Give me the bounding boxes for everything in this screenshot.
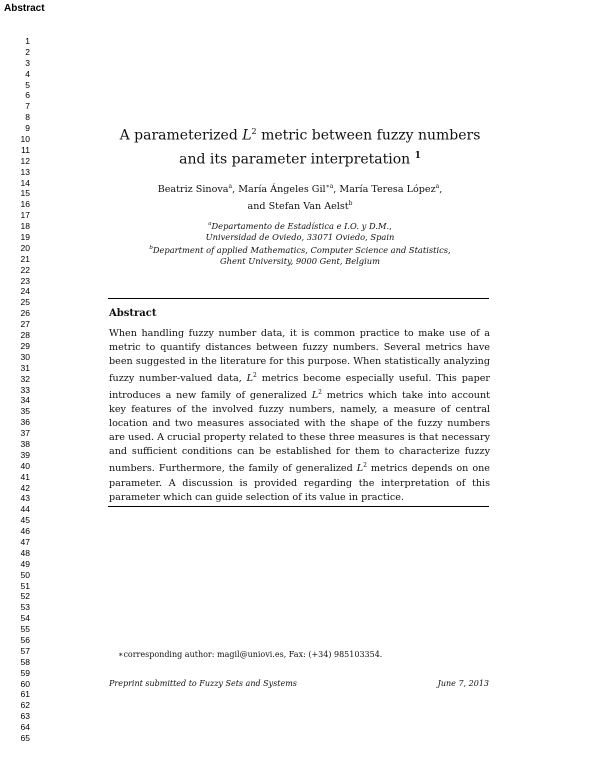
line-number: 57 (20, 645, 30, 656)
abstract-sup-2: 2 (318, 389, 322, 397)
author-3: María Teresa López (339, 184, 436, 196)
line-number: 24 (20, 286, 30, 297)
line-number: 58 (20, 656, 30, 667)
line-number: 61 (20, 689, 30, 700)
title-line2: and its parameter interpretation (179, 151, 411, 168)
line-number: 9 (25, 123, 30, 134)
line-number: 36 (20, 417, 30, 428)
line-number: 60 (20, 678, 30, 689)
line-number: 26 (20, 308, 30, 319)
author-4-affil: b (348, 200, 353, 208)
line-number: 25 (20, 297, 30, 308)
abstract-sup-1: 2 (253, 372, 257, 379)
line-number: 3 (25, 57, 30, 68)
line-number: 37 (20, 428, 30, 439)
line-number: 10 (20, 134, 30, 145)
affiliations (108, 219, 492, 267)
line-number: 45 (20, 515, 30, 526)
line-number: 40 (20, 460, 30, 471)
affil-b-line1: Department of applied Mathematics, Computer Science and Statistics, (152, 244, 451, 255)
line-number: 28 (20, 330, 30, 341)
line-number: 32 (20, 373, 30, 384)
abstract-L-2: L (311, 390, 319, 402)
line-number: 33 (20, 384, 30, 395)
title-footnote-ref: 1 (414, 150, 421, 161)
author-1-affil: a (228, 183, 233, 190)
line-number: 12 (20, 155, 30, 166)
abstract-text-2: metrics become especially useful. This paper introduces a new family of generalized (109, 373, 490, 402)
line-number: 54 (20, 613, 30, 624)
abstract-body (109, 327, 490, 505)
line-number: 20 (20, 242, 30, 253)
author-list: Beatriz Sinova$^a$, María Ángeles Gil$^{∗a}$, María Teresa López$^a$, and Stefan Van Aelst$^b$ (157, 183, 443, 213)
line-number: 64 (20, 722, 30, 733)
line-number: 47 (20, 536, 30, 547)
line-number: 7 (25, 101, 30, 112)
title-text-part1: A parameterized (119, 127, 243, 144)
author-4: and Stefan Van Aelst (247, 201, 349, 213)
affil-b-sup: b (149, 244, 153, 251)
abstract-heading: Abstract (109, 308, 157, 319)
line-number: 35 (20, 406, 30, 417)
line-number: 23 (20, 275, 30, 286)
line-number: 6 (25, 90, 30, 101)
affil-a-line2: Universidad de Oviedo, 33071 Oviedo, Spain (205, 231, 395, 242)
line-number: 19 (20, 232, 30, 243)
line-number: 1 (25, 36, 30, 46)
line-number: 55 (20, 624, 30, 635)
line-number: 46 (20, 526, 30, 537)
line-number: 14 (20, 177, 30, 188)
paper-title (108, 122, 492, 169)
abstract-L-3: L (356, 463, 364, 475)
line-number: 22 (20, 264, 30, 275)
line-number: 56 (20, 634, 30, 645)
affil-a-line1: Departamento de Estadística e I.O. y D.M., (211, 220, 392, 231)
title-sup: 2 (251, 127, 257, 136)
preprint-note: Preprint submitted to Fuzzy Sets and Systems (109, 679, 297, 688)
title-text-part2: metric between fuzzy numbers (256, 127, 481, 144)
line-number: 63 (20, 711, 30, 722)
line-number: 38 (20, 438, 30, 449)
line-number: 30 (20, 351, 30, 362)
affil-a-sup: a (208, 221, 212, 227)
line-number: 41 (20, 471, 30, 482)
abstract-text-3: metrics which take into account key features of the involved fuzzy numbers, namely, a measure of central location and two measures associated with the shape of the fuzzy numbers are used. A crucial property related to these three measures is that necessary and sufficient conditions can be established for them to characterize fuzzy numbers. Furthermore, the family of generalized (109, 390, 490, 475)
section-label: Abstract (4, 3, 45, 14)
line-number: 29 (20, 340, 30, 351)
line-number: 42 (20, 482, 30, 493)
abstract-sup-3: 2 (363, 462, 367, 470)
line-number: 53 (20, 602, 30, 613)
line-number: 65 (20, 733, 30, 743)
line-number: 11 (21, 144, 30, 155)
affil-b-line2: Ghent University, 9000 Gent, Belgium (220, 255, 380, 266)
abstract-text-4: metrics depends on one parameter. A discussion is provided regarding the interpretation of this parameter which can guide selection of its value in practice. (109, 463, 490, 503)
line-number: 27 (20, 319, 30, 330)
line-number: 2 (25, 46, 30, 57)
line-number: 5 (25, 79, 30, 90)
line-number: 51 (20, 580, 30, 591)
author-2-affil: ∗a (325, 183, 334, 190)
abstract-top-rule (108, 298, 489, 299)
line-number: 17 (20, 210, 30, 221)
title-L: L (242, 127, 252, 144)
line-number: 31 (20, 362, 30, 373)
abstract-text-1: When handling fuzzy number data, it is common practice to make use of a metric to quantify distances between fuzzy numbers. Several metrics have been suggested in the literature for this purpose. When statistically analyzing fuzzy number-valued data, (109, 328, 490, 385)
abstract-L-1: L (246, 373, 254, 385)
line-number: 16 (20, 199, 30, 210)
line-number: 50 (20, 569, 30, 580)
line-number: 34 (20, 395, 30, 406)
line-number: 21 (20, 253, 30, 264)
line-number: 13 (20, 166, 30, 177)
line-number: 62 (20, 700, 30, 711)
line-number: 59 (20, 667, 30, 678)
line-number: 52 (20, 591, 30, 602)
line-number: 43 (20, 493, 30, 504)
preprint-date: June 7, 2013 (437, 679, 489, 688)
line-number: 8 (25, 112, 30, 123)
line-number: 15 (20, 188, 30, 199)
author-3-affil: a (435, 183, 440, 190)
line-numbers (0, 36, 30, 744)
line-number: 39 (20, 449, 30, 460)
author-1: Beatriz Sinova (157, 184, 229, 196)
author-2: María Ángeles Gil (238, 184, 326, 196)
corresponding-author-footnote: ∗corresponding author: magil@uniovi.es, Fax: (+34) 985103354. (118, 650, 383, 659)
line-number: 4 (25, 68, 30, 79)
line-number: 18 (20, 221, 30, 232)
line-number: 49 (20, 558, 30, 569)
abstract-bottom-rule (108, 506, 489, 507)
line-number: 44 (20, 504, 30, 515)
line-number: 48 (20, 547, 30, 558)
